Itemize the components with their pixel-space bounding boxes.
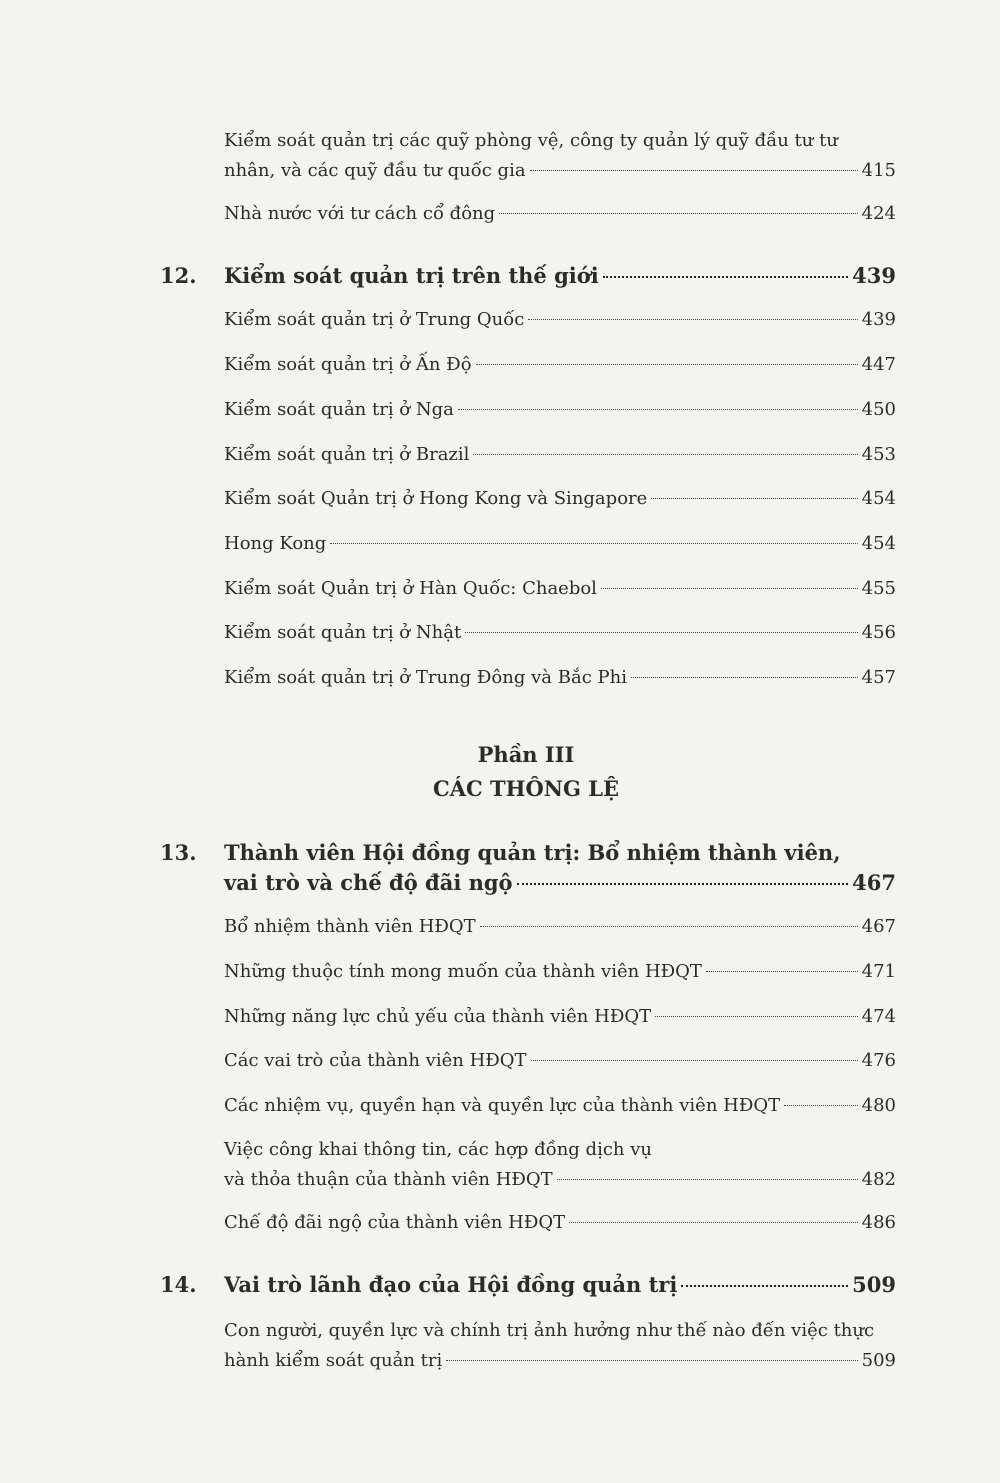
- dot-leader: [531, 1060, 858, 1061]
- toc-entry-title: Kiểm soát Quản trị ở Hàn Quốc: Chaebol: [224, 578, 597, 599]
- dot-leader: [784, 1105, 858, 1106]
- dot-leader: [631, 677, 858, 678]
- toc-entry-title: nhân, và các quỹ đầu tư quốc gia: [224, 160, 526, 181]
- toc-entry-title: và thỏa thuận của thành viên HĐQT: [224, 1169, 553, 1190]
- toc-entry-line: Con người, quyền lực và chính trị ảnh hưởng như thế nào đến việc thực: [224, 1320, 875, 1341]
- dot-leader: [530, 170, 858, 171]
- dot-leader: [446, 1360, 857, 1361]
- toc-page-number: 474: [861, 1006, 896, 1027]
- toc-entry-line: Việc công khai thông tin, các hợp đồng dịch vụ: [224, 1139, 652, 1160]
- dot-leader: [557, 1179, 858, 1180]
- toc-entry-title: Các vai trò của thành viên HĐQT: [224, 1050, 527, 1071]
- toc-entry-title: Kiểm soát quản trị ở Nga: [224, 399, 454, 420]
- dot-leader: [528, 319, 857, 320]
- toc-entry-title: Kiểm soát quản trị ở Trung Đông và Bắc Phi: [224, 667, 627, 688]
- toc-entry-title: Nhà nước với tư cách cổ đông: [224, 203, 496, 224]
- dot-leader: [476, 364, 858, 365]
- toc-page-number: 482: [861, 1169, 896, 1190]
- toc-entry[interactable]: [224, 618, 896, 647]
- toc-entry[interactable]: [224, 305, 896, 334]
- chapter-number: 14.: [160, 1272, 197, 1297]
- toc-entry-title: Kiểm soát quản trị ở Ấn Độ: [224, 354, 472, 375]
- chapter-title: Kiểm soát quản trị trên thế giới: [224, 263, 599, 288]
- toc-page-number: 454: [861, 533, 896, 554]
- dot-leader: [681, 1285, 848, 1287]
- dot-leader: [480, 926, 858, 927]
- chapter-title-cont: vai trò và chế độ đãi ngộ: [224, 870, 513, 895]
- toc-entry[interactable]: [224, 484, 896, 513]
- toc-entry[interactable]: [224, 912, 896, 941]
- toc-entry[interactable]: [224, 1091, 896, 1120]
- toc-chapter-13-line: [160, 838, 841, 867]
- part-label: Phần III: [477, 742, 575, 767]
- dot-leader: [473, 454, 857, 455]
- toc-page-number: 447: [861, 354, 896, 375]
- dot-leader: [651, 498, 857, 499]
- toc-page-number: 455: [861, 578, 896, 599]
- toc-entry-title: Những năng lực chủ yếu của thành viên HĐQT: [224, 1006, 652, 1027]
- toc-page-number: 471: [861, 961, 896, 982]
- chapter-title: Thành viên Hội đồng quản trị: Bổ nhiệm thành viên,: [224, 840, 841, 865]
- toc-entry[interactable]: [224, 1208, 896, 1237]
- toc-page-number: 476: [861, 1050, 896, 1071]
- toc-page-number: 467: [861, 916, 896, 937]
- toc-entry[interactable]: [224, 395, 896, 424]
- chapter-title: Vai trò lãnh đạo của Hội đồng quản trị: [224, 1272, 678, 1297]
- toc-entry-title: Bổ nhiệm thành viên HĐQT: [224, 916, 476, 937]
- chapter-number: 13.: [160, 840, 197, 865]
- dot-leader: [603, 276, 848, 278]
- toc-entry[interactable]: [224, 663, 896, 692]
- toc-entry-title: Hong Kong: [224, 533, 327, 554]
- toc-page-number: 509: [861, 1350, 896, 1371]
- toc-entry[interactable]: [224, 156, 896, 185]
- toc-entry[interactable]: [224, 1046, 896, 1075]
- toc-chapter-14[interactable]: [160, 1270, 896, 1299]
- toc-page-number: 439: [861, 309, 896, 330]
- toc-page-number: 453: [861, 444, 896, 465]
- dot-leader: [655, 1016, 858, 1017]
- toc-entry-title: Kiểm soát quản trị ở Trung Quốc: [224, 309, 525, 330]
- toc-entry[interactable]: [224, 574, 896, 603]
- toc-entry[interactable]: [224, 440, 896, 469]
- dot-leader: [458, 409, 858, 410]
- toc-entry[interactable]: [224, 1346, 896, 1375]
- toc-page-number: 454: [861, 488, 896, 509]
- toc-entry[interactable]: [224, 957, 896, 986]
- dot-leader: [330, 543, 857, 544]
- toc-page-number: 486: [861, 1212, 896, 1233]
- toc-page-number: 456: [861, 622, 896, 643]
- toc-entry-title: Kiểm soát Quản trị ở Hong Kong và Singapore: [224, 488, 648, 509]
- dot-leader: [569, 1222, 858, 1223]
- toc-entry-title: Các nhiệm vụ, quyền hạn và quyền lực của thành viên HĐQT: [224, 1095, 781, 1116]
- toc-entry-title: Kiểm soát quản trị ở Brazil: [224, 444, 470, 465]
- toc-page-number: 480: [861, 1095, 896, 1116]
- part-title: CÁC THÔNG LỆ: [432, 776, 619, 801]
- toc-entry[interactable]: [224, 350, 896, 379]
- toc-entry-title: Chế độ đãi ngộ của thành viên HĐQT: [224, 1212, 566, 1233]
- chapter-page-number: 439: [852, 263, 896, 288]
- toc-entry[interactable]: [224, 199, 896, 228]
- toc-chapter-13[interactable]: [160, 868, 896, 897]
- toc-entry-title: Những thuộc tính mong muốn của thành viên HĐQT: [224, 961, 702, 982]
- dot-leader: [517, 883, 849, 885]
- chapter-number: 12.: [160, 263, 197, 288]
- toc-page-number: 450: [861, 399, 896, 420]
- dot-leader: [601, 588, 858, 589]
- toc-page-number: 457: [861, 667, 896, 688]
- toc-entry-title: hành kiểm soát quản trị: [224, 1350, 443, 1371]
- toc-chapter-12[interactable]: [160, 261, 896, 290]
- dot-leader: [706, 971, 858, 972]
- toc-page-number: 424: [861, 203, 896, 224]
- toc-page-number: 415: [861, 160, 896, 181]
- chapter-page-number: 509: [852, 1272, 896, 1297]
- toc-entry-title: Kiểm soát quản trị ở Nhật: [224, 622, 462, 643]
- toc-entry[interactable]: [224, 529, 896, 558]
- chapter-page-number: 467: [852, 870, 896, 895]
- dot-leader: [499, 213, 857, 214]
- dot-leader: [465, 632, 857, 633]
- toc-entry-line: Kiểm soát quản trị các quỹ phòng vệ, công ty quản lý quỹ đầu tư tư: [224, 130, 838, 151]
- toc-entry[interactable]: [224, 1165, 896, 1194]
- toc-entry[interactable]: [224, 1002, 896, 1031]
